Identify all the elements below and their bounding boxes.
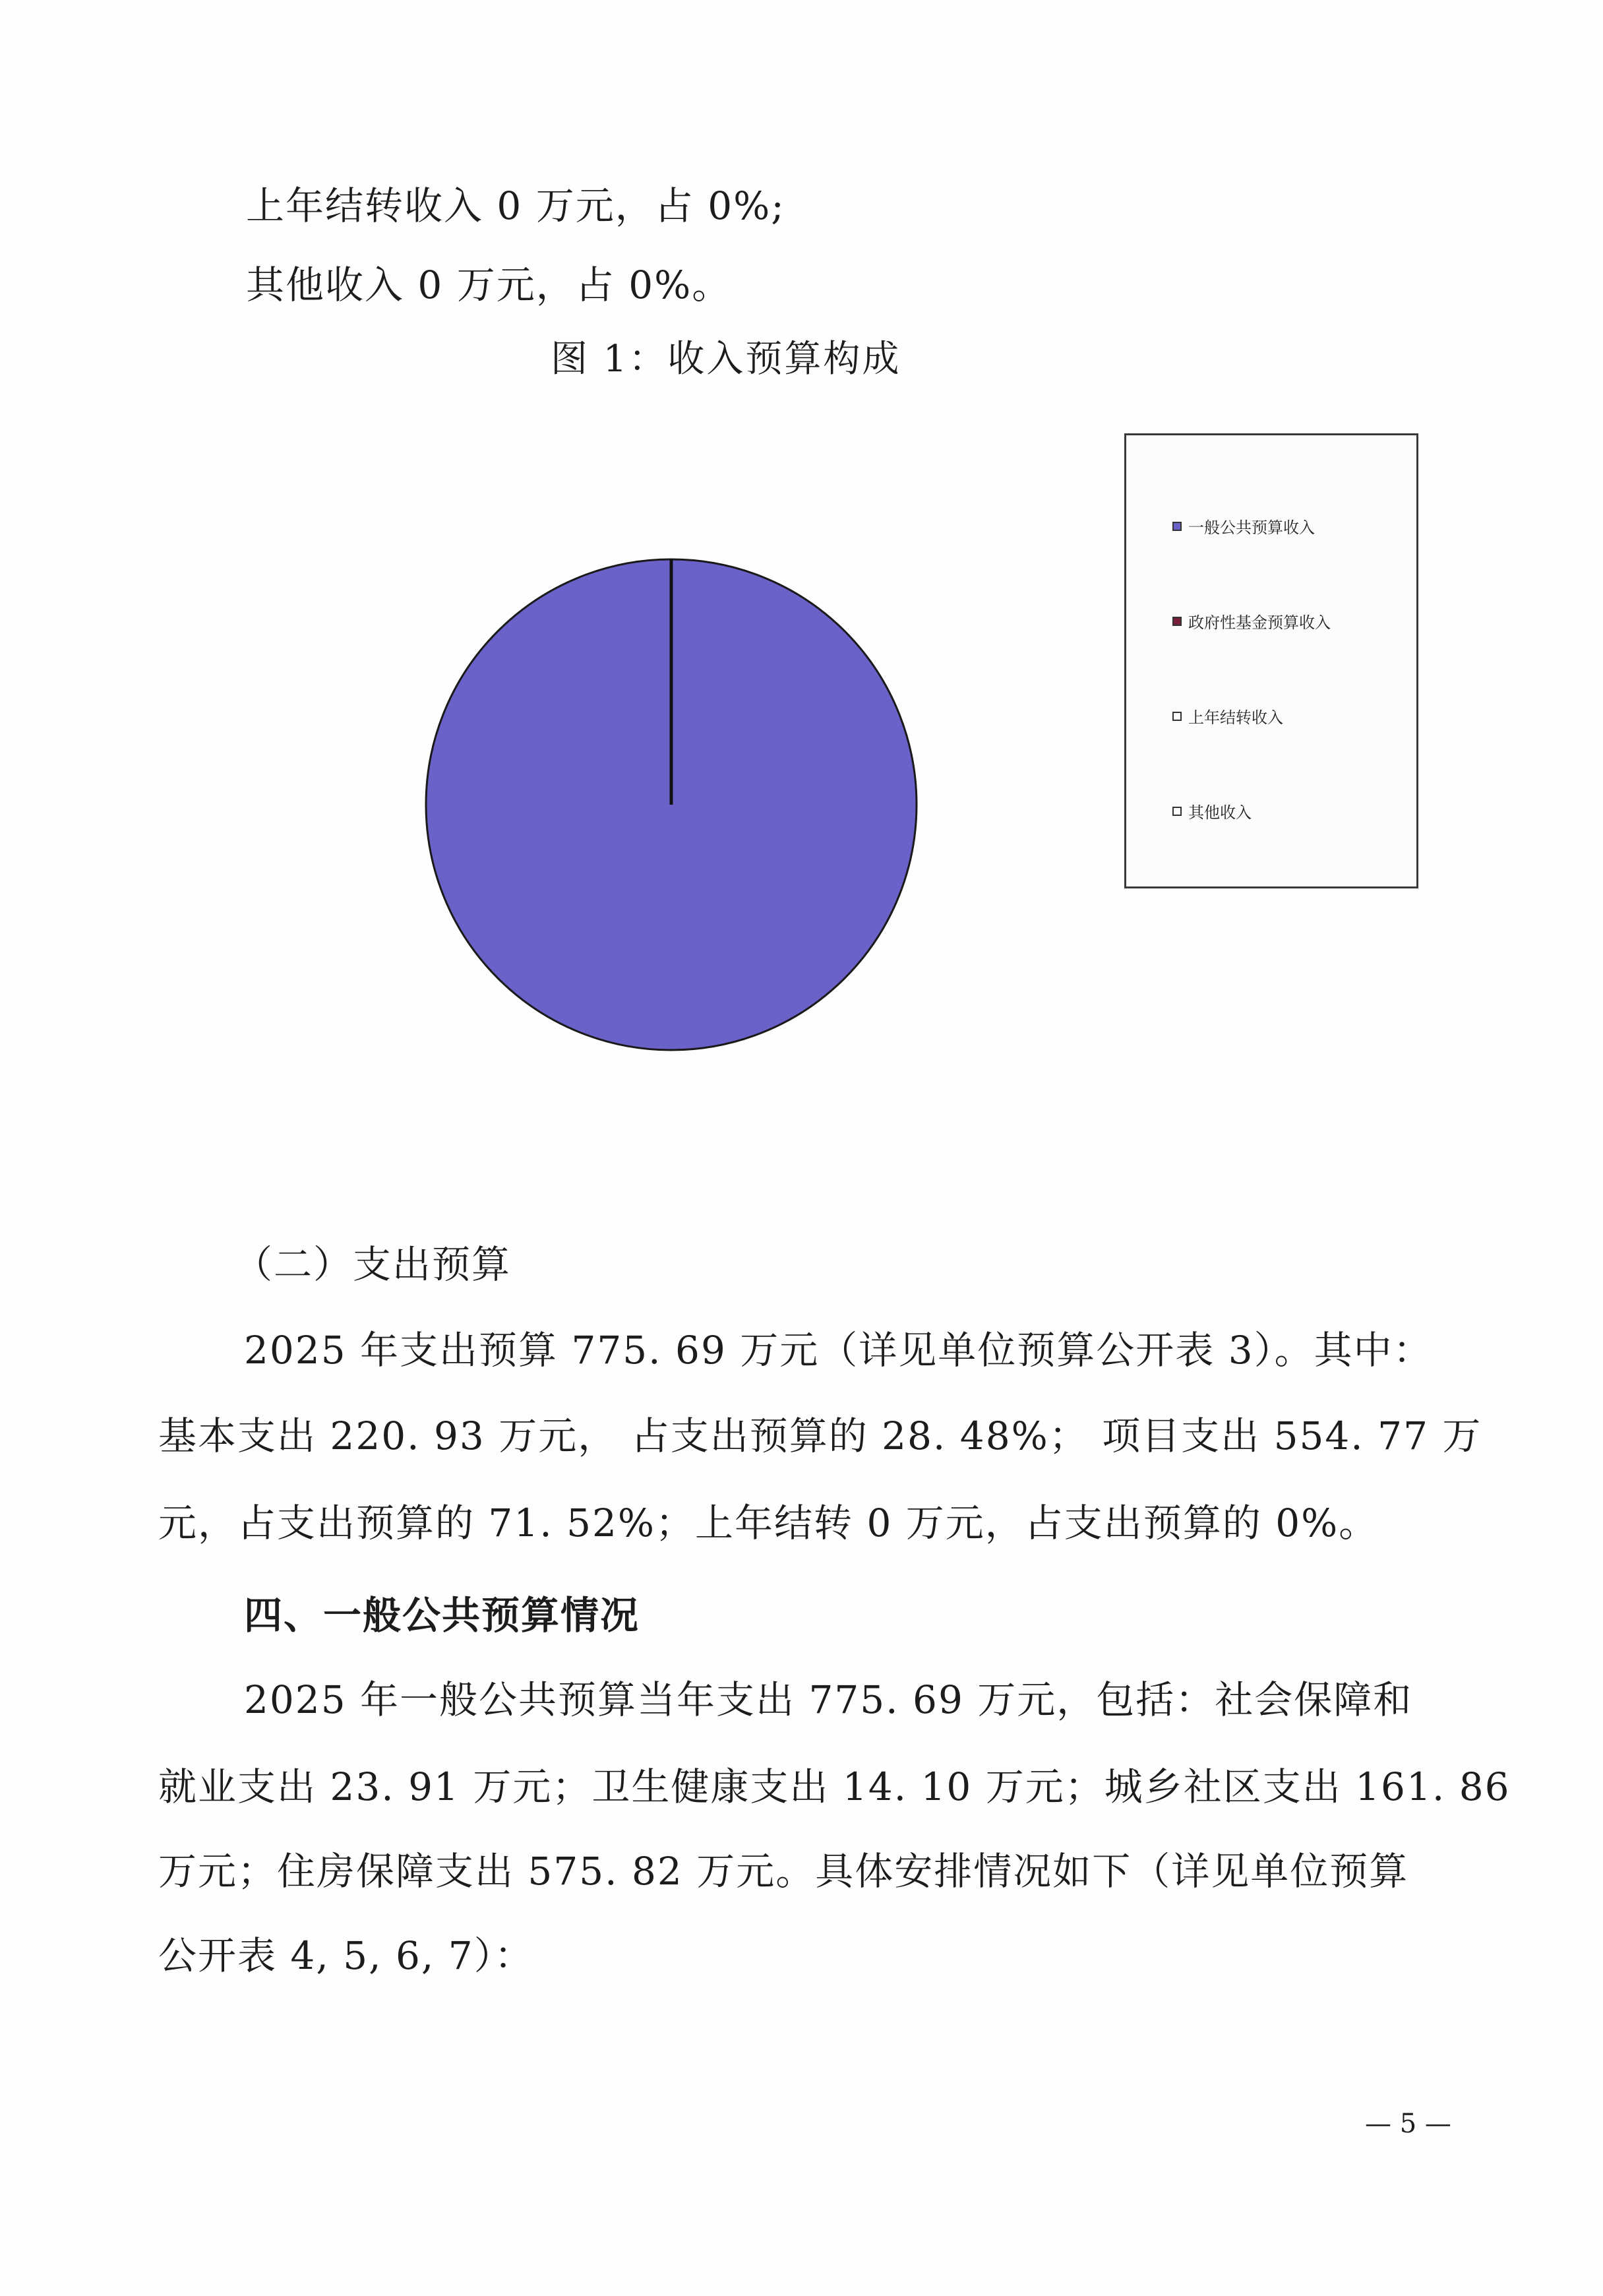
legend-swatch	[1172, 712, 1182, 721]
legend-label: 政府性基金预算收入	[1188, 613, 1331, 632]
paragraph-expenditure-line1: 2025 年支出预算 775. 69 万元（详见单位预算公开表 3）。其中：	[244, 1328, 1433, 1373]
section-general-budget-title: 四、一般公共预算情况	[244, 1593, 640, 1638]
figure-caption: 图 1：收入预算构成	[551, 338, 901, 381]
chart-legend	[1124, 433, 1418, 888]
page-number: — 5 —	[1365, 2109, 1451, 2139]
paragraph-carryover-income: 上年结转收入 0 万元，占 0%;	[246, 183, 785, 228]
paragraph-general-budget-line4: 公开表 4, 5, 6, 7）：	[158, 1933, 534, 1978]
paragraph-general-budget-line3: 万元；住房保障支出 575. 82 万元。具体安排情况如下（详见单位预算	[158, 1849, 1409, 1894]
legend-swatch	[1172, 617, 1182, 626]
legend-item-carryover	[1172, 704, 1283, 728]
legend-label: 其他收入	[1188, 803, 1252, 822]
legend-item-fund-budget	[1172, 609, 1331, 633]
paragraph-general-budget-line1: 2025 年一般公共预算当年支出 775. 69 万元，包括：社会保障和	[244, 1677, 1413, 1722]
paragraph-expenditure-line2: 基本支出 220. 93 万元， 占支出预算的 28. 48%； 项目支出 554. 77 万	[158, 1413, 1482, 1458]
legend-label: 上年结转收入	[1188, 708, 1283, 727]
legend-item-general-budget	[1172, 514, 1315, 538]
paragraph-expenditure-line3: 元，占支出预算的 71. 52%；上年结转 0 万元，占支出预算的 0%。	[158, 1501, 1379, 1545]
legend-item-other	[1172, 799, 1252, 822]
legend-label: 一般公共预算收入	[1188, 518, 1315, 537]
section-expenditure-title: （二）支出预算	[234, 1242, 512, 1287]
paragraph-other-income: 其他收入 0 万元，占 0%。	[246, 263, 732, 307]
legend-swatch	[1172, 807, 1182, 816]
paragraph-general-budget-line2: 就业支出 23. 91 万元；卫生健康支出 14. 10 万元；城乡社区支出 161. 86	[158, 1764, 1511, 1809]
legend-swatch	[1172, 522, 1182, 531]
